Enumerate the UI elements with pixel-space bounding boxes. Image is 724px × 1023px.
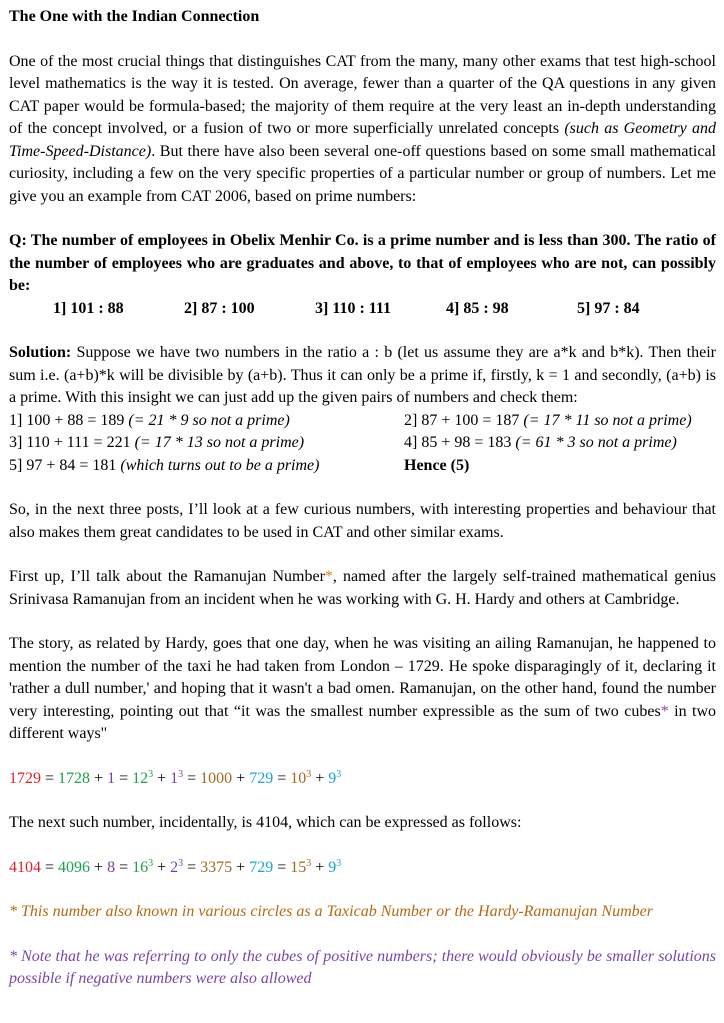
answer-conclusion: Hence (5): [404, 456, 470, 474]
check-3: [9, 432, 404, 455]
check-3-note: (= 17 * 13 so not a prime): [134, 434, 305, 451]
eq1-number: 1729: [9, 769, 41, 787]
eq2-cube-base-2: 2: [170, 858, 179, 876]
article-title: The One with the Indian Connection: [9, 8, 260, 25]
eq1-cube-base-1: 12: [132, 769, 149, 787]
check-4: [404, 432, 716, 455]
eq1-term-b: 1: [107, 769, 116, 787]
footnote-taxicab: * This number also known in various circles as a Taxicab Number or the Hardy-Ramanujan Number: [9, 903, 653, 920]
question-text: Q: The number of employees in Obelix Menhir Co. is a prime number and is less than 300. The ratio of the number of employees who are graduates and above, to that of employees who are not, can possibly be:: [9, 232, 716, 294]
ramanujan-text-2: , named after the largely self-trained mathematical genius Srinivasa Ramanujan from an incident when he was working with G. H. Hardy and others at Cambridge.: [9, 568, 717, 608]
solution-checks: [9, 410, 716, 478]
eq1-cube-base-3: 10: [290, 769, 307, 787]
check-2-note: (= 17 * 11 so not a prime): [523, 411, 692, 429]
check-5-sum: 5] 97 + 84 = 181: [9, 456, 121, 474]
footnote-star-1: *: [324, 568, 333, 585]
eq1-term-d: 1000: [200, 769, 233, 787]
check-3-sum: 3] 110 + 111 = 221: [9, 434, 135, 451]
solution-label: Solution:: [9, 344, 72, 361]
eq2-number: 4104: [9, 858, 41, 876]
solution-text: Suppose we have two numbers in the ratio a : b (let us assume they are a*k and b*k). Then their sum i.e. (a+b)*k will be divisible by (a+b). Thus it can only be a prime if, firstly, k = 1 and secondly, (a+b) is a prime. With this insight we can just add up the given pairs of numbers and check them:: [9, 344, 716, 406]
eq1-exp-2: 3: [178, 768, 184, 780]
eq1-exp-3: 3: [306, 768, 312, 780]
check-5-note: (which turns out to be a prime): [120, 456, 320, 474]
eq2-exp-2: 3: [178, 857, 184, 869]
option-1: 1] 101 : 88: [53, 299, 124, 317]
check-2: [404, 410, 716, 433]
eq2-term-d: 3375: [200, 858, 233, 876]
check-4-sum: 4] 85 + 98 = 183: [404, 434, 516, 451]
eq1-cube-base-4: 9: [328, 769, 337, 787]
eq1-term-a: 1728: [58, 769, 91, 787]
intro-text-2: . But there have also been several one-off questions based on some small mathematical curiosity, including a few on the very specific properties of a particular number or group of numbers. Let me give you an example from CAT 2006, based on prime numbers:: [9, 142, 716, 205]
option-3: 3] 110 : 111: [315, 299, 392, 317]
check-1-note: (= 21 * 9 so not a prime): [128, 411, 290, 429]
intro-italic: (such as Geometry and Time-Speed-Distance): [9, 120, 716, 160]
eq2-term-a: 4096: [58, 858, 91, 876]
next-number-paragraph: The next such number, incidentally, is 4104, which can be expressed as follows:: [9, 814, 522, 831]
intro-paragraph: [9, 51, 716, 209]
eq1-term-e: 729: [249, 769, 274, 787]
eq2-exp-4: 3: [336, 857, 342, 869]
check-5: [9, 455, 404, 478]
eq1-exp-4: 3: [336, 768, 342, 780]
ramanujan-text-1: First up, I’ll talk about the Ramanujan Number: [9, 568, 325, 585]
eq2-exp-1: 3: [148, 857, 154, 869]
eq2-cube-base-1: 16: [132, 858, 149, 876]
document-page: [9, 6, 716, 991]
check-1-sum: 1] 100 + 88 = 189: [9, 411, 129, 429]
footnote-star-2: *: [660, 702, 669, 720]
equation-4104: $4104 = 4096 + 8 = 16^3 + 2^3 = 3375 + 729 = 15^3 + 9^3$: [9, 857, 342, 876]
check-2-sum: 2] 87 + 100 = 187: [404, 411, 524, 429]
eq2-term-e: 729: [249, 858, 274, 876]
ramanujan-paragraph: [9, 566, 716, 611]
check-1: [9, 410, 404, 433]
eq1-exp-1: 3: [148, 768, 154, 780]
eq2-exp-3: 3: [306, 857, 312, 869]
solution-paragraph: [9, 342, 716, 410]
eq2-cube-base-3: 15: [290, 858, 307, 876]
answer-options: [9, 298, 716, 321]
footnote-positive-cubes: * Note that he was referring to only the cubes of positive numbers; there would obviously be smaller solutions possible if negative numbers were also allowed: [9, 947, 716, 987]
story-text-2: in two different ways": [9, 702, 716, 742]
story-paragraph: [9, 633, 716, 746]
next-posts-paragraph: So, in the next three posts, I’ll look at a few curious numbers, with interesting properties and behaviour that also makes them great candidates to be used in CAT and other similar exams.: [9, 501, 716, 541]
intro-text-1: One of the most crucial things that distinguishes CAT from the many, many other exams that test high-school level mathematics is the way it is tested. On average, fewer than a quarter of the QA questions in any given CAT paper would be formula-based; the majority of them require at the very least an in-depth understanding of the concept involved, or a fusion of two or more superficially unrelated concepts: [9, 52, 716, 137]
equation-1729: $1729 = 1728 + 1 = 12^3 + 1^3 = 1000 + 729 = 10^3 + 9^3$: [9, 768, 342, 787]
check-4-note: (= 61 * 3 so not a prime): [515, 434, 677, 451]
option-5: 5] 97 : 84: [577, 299, 640, 317]
eq1-cube-base-2: 1: [170, 769, 179, 787]
option-4: 4] 85 : 98: [446, 299, 509, 317]
story-text-1: The story, as related by Hardy, goes that one day, when he was visiting an ailing Ramanujan, he happened to mention the number of the taxi he had taken from London – 1729. He spoke disparagingly of it, declaring it 'rather a dull number,' and hoping that it wasn't a bad omen. Ramanujan, on the other hand, found the number very interesting, pointing out that “it was the smallest number expressible as the sum of two cubes: [9, 635, 716, 720]
option-2: 2] 87 : 100: [184, 299, 255, 317]
eq2-cube-base-4: 9: [328, 858, 337, 876]
eq2-term-b: 8: [107, 858, 116, 876]
